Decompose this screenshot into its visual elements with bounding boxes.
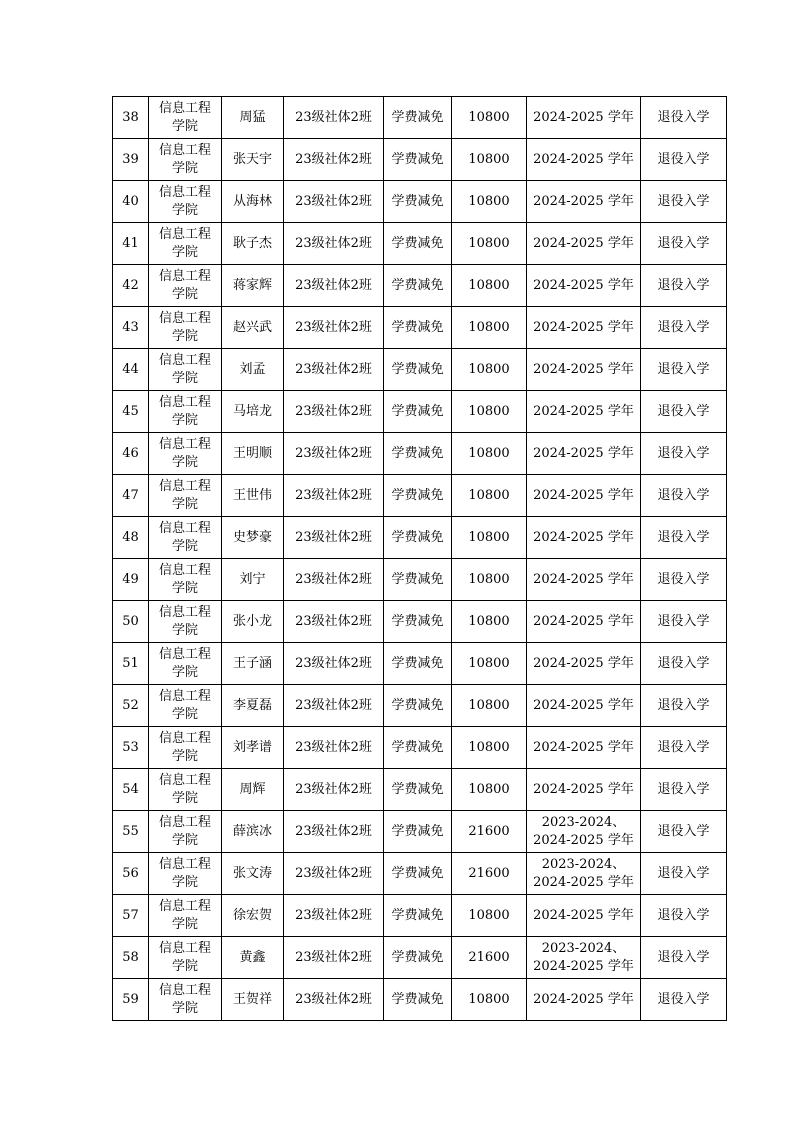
academic-year-cell — [527, 895, 641, 937]
row-number-cell: 42 — [113, 265, 149, 307]
academic-year-cell-line: 2024-2025 学年 — [533, 529, 634, 545]
class-cell: 23级社体2班 — [284, 937, 384, 979]
academic-year-cell-line: 2024-2025 学年 — [533, 361, 634, 377]
reason-cell: 退役入学 — [641, 937, 727, 979]
academic-year-cell — [527, 433, 641, 475]
academic-year-cell-line: 2024-2025 学年 — [533, 109, 634, 125]
amount-cell: 10800 — [452, 895, 527, 937]
academic-year-cell — [527, 559, 641, 601]
college-cell — [149, 265, 222, 307]
class-cell: 23级社体2班 — [284, 979, 384, 1021]
academic-year-cell-line: 2024-2025 学年 — [533, 277, 634, 293]
row-number-cell: 46 — [113, 433, 149, 475]
amount-cell: 10800 — [452, 265, 527, 307]
row-number-cell: 43 — [113, 307, 149, 349]
college-cell — [149, 391, 222, 433]
college-cell-line: 学院 — [171, 160, 198, 176]
academic-year-cell — [527, 391, 641, 433]
row-number-cell: 53 — [113, 727, 149, 769]
student-name-cell: 史梦豪 — [222, 517, 284, 559]
college-cell-line: 学院 — [171, 790, 198, 806]
academic-year-cell-line: 2024-2025 学年 — [533, 403, 634, 419]
reason-cell: 退役入学 — [641, 601, 727, 643]
row-number-cell: 58 — [113, 937, 149, 979]
table-row — [113, 685, 727, 727]
reason-cell: 退役入学 — [641, 685, 727, 727]
amount-cell: 10800 — [452, 475, 527, 517]
college-cell — [149, 223, 222, 265]
student-name-cell: 黄鑫 — [222, 937, 284, 979]
amount-cell: 10800 — [452, 559, 527, 601]
aid-type-cell: 学费减免 — [384, 265, 452, 307]
amount-cell: 10800 — [452, 349, 527, 391]
row-number-cell: 49 — [113, 559, 149, 601]
table-row — [113, 307, 727, 349]
reason-cell: 退役入学 — [641, 265, 727, 307]
student-name-cell: 王贺祥 — [222, 979, 284, 1021]
aid-type-cell: 学费减免 — [384, 97, 452, 139]
academic-year-cell — [527, 853, 641, 895]
amount-cell: 10800 — [452, 685, 527, 727]
table-row — [113, 727, 727, 769]
college-cell — [149, 601, 222, 643]
student-name-cell: 张文涛 — [222, 853, 284, 895]
row-number-cell: 59 — [113, 979, 149, 1021]
college-cell-line: 学院 — [171, 1000, 198, 1016]
college-cell — [149, 643, 222, 685]
college-cell-line: 信息工程 — [158, 940, 211, 956]
amount-cell: 10800 — [452, 97, 527, 139]
student-table — [112, 96, 727, 1021]
class-cell: 23级社体2班 — [284, 307, 384, 349]
student-name-cell: 刘孝谱 — [222, 727, 284, 769]
amount-cell: 10800 — [452, 181, 527, 223]
academic-year-cell — [527, 979, 641, 1021]
amount-cell: 10800 — [452, 223, 527, 265]
amount-cell: 21600 — [452, 853, 527, 895]
academic-year-cell — [527, 181, 641, 223]
academic-year-cell-line: 2024-2025 学年 — [533, 655, 634, 671]
academic-year-cell-line: 2024-2025 学年 — [533, 739, 634, 755]
table-row — [113, 811, 727, 853]
class-cell: 23级社体2班 — [284, 475, 384, 517]
academic-year-cell — [527, 727, 641, 769]
academic-year-cell-line: 2023-2024、 — [541, 856, 626, 872]
aid-type-cell: 学费减免 — [384, 769, 452, 811]
student-name-cell: 刘宁 — [222, 559, 284, 601]
college-cell-line: 信息工程 — [158, 352, 211, 368]
class-cell: 23级社体2班 — [284, 349, 384, 391]
college-cell-line: 信息工程 — [158, 856, 211, 872]
student-name-cell: 周猛 — [222, 97, 284, 139]
student-name-cell: 从海林 — [222, 181, 284, 223]
college-cell-line: 信息工程 — [158, 562, 211, 578]
college-cell — [149, 181, 222, 223]
college-cell-line: 信息工程 — [158, 982, 211, 998]
amount-cell: 10800 — [452, 643, 527, 685]
class-cell: 23级社体2班 — [284, 685, 384, 727]
college-cell — [149, 769, 222, 811]
class-cell: 23级社体2班 — [284, 727, 384, 769]
row-number-cell: 39 — [113, 139, 149, 181]
college-cell-line: 信息工程 — [158, 772, 211, 788]
college-cell-line: 信息工程 — [158, 310, 211, 326]
class-cell: 23级社体2班 — [284, 643, 384, 685]
academic-year-cell-line: 2024-2025 学年 — [533, 571, 634, 587]
college-cell — [149, 433, 222, 475]
table-row — [113, 475, 727, 517]
amount-cell: 10800 — [452, 769, 527, 811]
aid-type-cell: 学费减免 — [384, 517, 452, 559]
college-cell — [149, 895, 222, 937]
reason-cell: 退役入学 — [641, 727, 727, 769]
college-cell-line: 信息工程 — [158, 268, 211, 284]
reason-cell: 退役入学 — [641, 559, 727, 601]
academic-year-cell — [527, 139, 641, 181]
student-name-cell: 耿子杰 — [222, 223, 284, 265]
class-cell: 23级社体2班 — [284, 853, 384, 895]
table-row — [113, 181, 727, 223]
college-cell-line: 学院 — [171, 916, 198, 932]
row-number-cell: 44 — [113, 349, 149, 391]
reason-cell: 退役入学 — [641, 853, 727, 895]
row-number-cell: 52 — [113, 685, 149, 727]
college-cell-line: 信息工程 — [158, 478, 211, 494]
row-number-cell: 56 — [113, 853, 149, 895]
aid-type-cell: 学费减免 — [384, 223, 452, 265]
college-cell-line: 学院 — [171, 538, 198, 554]
class-cell: 23级社体2班 — [284, 391, 384, 433]
academic-year-cell — [527, 307, 641, 349]
class-cell: 23级社体2班 — [284, 433, 384, 475]
class-cell: 23级社体2班 — [284, 601, 384, 643]
college-cell-line: 学院 — [171, 748, 198, 764]
reason-cell: 退役入学 — [641, 307, 727, 349]
student-name-cell: 王世伟 — [222, 475, 284, 517]
amount-cell: 21600 — [452, 811, 527, 853]
college-cell — [149, 475, 222, 517]
academic-year-cell — [527, 937, 641, 979]
row-number-cell: 47 — [113, 475, 149, 517]
reason-cell: 退役入学 — [641, 475, 727, 517]
student-name-cell: 张天宇 — [222, 139, 284, 181]
aid-type-cell: 学费减免 — [384, 349, 452, 391]
class-cell: 23级社体2班 — [284, 265, 384, 307]
college-cell-line: 信息工程 — [158, 688, 211, 704]
reason-cell: 退役入学 — [641, 517, 727, 559]
college-cell — [149, 979, 222, 1021]
college-cell-line: 学院 — [171, 118, 198, 134]
academic-year-cell-line: 2024-2025 学年 — [533, 487, 634, 503]
academic-year-cell-line: 2024-2025 学年 — [533, 832, 634, 848]
table-row — [113, 559, 727, 601]
college-cell — [149, 97, 222, 139]
table-row — [113, 265, 727, 307]
academic-year-cell-line: 2024-2025 学年 — [533, 907, 634, 923]
table-row — [113, 769, 727, 811]
academic-year-cell — [527, 475, 641, 517]
reason-cell: 退役入学 — [641, 433, 727, 475]
row-number-cell: 48 — [113, 517, 149, 559]
amount-cell: 10800 — [452, 391, 527, 433]
class-cell: 23级社体2班 — [284, 97, 384, 139]
college-cell-line: 学院 — [171, 706, 198, 722]
student-name-cell: 蒋家辉 — [222, 265, 284, 307]
college-cell-line: 信息工程 — [158, 604, 211, 620]
class-cell: 23级社体2班 — [284, 181, 384, 223]
aid-type-cell: 学费减免 — [384, 307, 452, 349]
table-row — [113, 223, 727, 265]
college-cell — [149, 727, 222, 769]
table-body — [113, 97, 727, 1021]
academic-year-cell-line: 2023-2024、 — [541, 814, 626, 830]
row-number-cell: 50 — [113, 601, 149, 643]
academic-year-cell — [527, 685, 641, 727]
reason-cell: 退役入学 — [641, 97, 727, 139]
reason-cell: 退役入学 — [641, 769, 727, 811]
row-number-cell: 51 — [113, 643, 149, 685]
student-name-cell: 徐宏贺 — [222, 895, 284, 937]
aid-type-cell: 学费减免 — [384, 475, 452, 517]
amount-cell: 10800 — [452, 727, 527, 769]
amount-cell: 10800 — [452, 139, 527, 181]
college-cell — [149, 139, 222, 181]
college-cell-line: 信息工程 — [158, 184, 211, 200]
amount-cell: 10800 — [452, 979, 527, 1021]
college-cell-line: 信息工程 — [158, 142, 211, 158]
academic-year-cell — [527, 769, 641, 811]
class-cell: 23级社体2班 — [284, 139, 384, 181]
college-cell-line: 信息工程 — [158, 730, 211, 746]
college-cell-line: 信息工程 — [158, 394, 211, 410]
aid-type-cell: 学费减免 — [384, 601, 452, 643]
college-cell — [149, 811, 222, 853]
student-name-cell: 王子涵 — [222, 643, 284, 685]
table-row — [113, 349, 727, 391]
row-number-cell: 57 — [113, 895, 149, 937]
college-cell-line: 信息工程 — [158, 226, 211, 242]
academic-year-cell-line: 2024-2025 学年 — [533, 235, 634, 251]
student-name-cell: 薛滨冰 — [222, 811, 284, 853]
student-name-cell: 刘孟 — [222, 349, 284, 391]
academic-year-cell-line: 2023-2024、 — [541, 940, 626, 956]
academic-year-cell — [527, 601, 641, 643]
row-number-cell: 55 — [113, 811, 149, 853]
student-name-cell: 张小龙 — [222, 601, 284, 643]
college-cell-line: 学院 — [171, 832, 198, 848]
aid-type-cell: 学费减免 — [384, 895, 452, 937]
table-row — [113, 517, 727, 559]
row-number-cell: 54 — [113, 769, 149, 811]
table-row — [113, 979, 727, 1021]
aid-type-cell: 学费减免 — [384, 559, 452, 601]
table-row — [113, 139, 727, 181]
college-cell-line: 信息工程 — [158, 646, 211, 662]
aid-type-cell: 学费减免 — [384, 139, 452, 181]
row-number-cell: 38 — [113, 97, 149, 139]
reason-cell: 退役入学 — [641, 223, 727, 265]
amount-cell: 10800 — [452, 307, 527, 349]
college-cell — [149, 517, 222, 559]
table-row — [113, 97, 727, 139]
table-row — [113, 433, 727, 475]
college-cell-line: 学院 — [171, 454, 198, 470]
amount-cell: 10800 — [452, 517, 527, 559]
college-cell-line: 信息工程 — [158, 436, 211, 452]
student-name-cell: 周辉 — [222, 769, 284, 811]
college-cell-line: 学院 — [171, 958, 198, 974]
college-cell-line: 学院 — [171, 580, 198, 596]
student-name-cell: 赵兴武 — [222, 307, 284, 349]
college-cell-line: 学院 — [171, 496, 198, 512]
college-cell — [149, 559, 222, 601]
table-row — [113, 391, 727, 433]
college-cell-line: 信息工程 — [158, 520, 211, 536]
reason-cell: 退役入学 — [641, 139, 727, 181]
academic-year-cell-line: 2024-2025 学年 — [533, 151, 634, 167]
row-number-cell: 45 — [113, 391, 149, 433]
academic-year-cell-line: 2024-2025 学年 — [533, 991, 634, 1007]
academic-year-cell-line: 2024-2025 学年 — [533, 958, 634, 974]
academic-year-cell — [527, 223, 641, 265]
class-cell: 23级社体2班 — [284, 517, 384, 559]
college-cell — [149, 349, 222, 391]
class-cell: 23级社体2班 — [284, 223, 384, 265]
academic-year-cell-line: 2024-2025 学年 — [533, 319, 634, 335]
aid-type-cell: 学费减免 — [384, 727, 452, 769]
college-cell-line: 学院 — [171, 370, 198, 386]
reason-cell: 退役入学 — [641, 811, 727, 853]
academic-year-cell — [527, 643, 641, 685]
college-cell-line: 信息工程 — [158, 814, 211, 830]
reason-cell: 退役入学 — [641, 895, 727, 937]
amount-cell: 21600 — [452, 937, 527, 979]
table-row — [113, 601, 727, 643]
class-cell: 23级社体2班 — [284, 811, 384, 853]
academic-year-cell-line: 2024-2025 学年 — [533, 697, 634, 713]
aid-type-cell: 学费减免 — [384, 391, 452, 433]
reason-cell: 退役入学 — [641, 391, 727, 433]
reason-cell: 退役入学 — [641, 181, 727, 223]
academic-year-cell-line: 2024-2025 学年 — [533, 193, 634, 209]
aid-type-cell: 学费减免 — [384, 979, 452, 1021]
college-cell-line: 学院 — [171, 286, 198, 302]
academic-year-cell-line: 2024-2025 学年 — [533, 445, 634, 461]
aid-type-cell: 学费减免 — [384, 937, 452, 979]
college-cell-line: 学院 — [171, 664, 198, 680]
reason-cell: 退役入学 — [641, 979, 727, 1021]
college-cell-line: 学院 — [171, 328, 198, 344]
table-row — [113, 853, 727, 895]
college-cell-line: 学院 — [171, 244, 198, 260]
academic-year-cell-line: 2024-2025 学年 — [533, 781, 634, 797]
reason-cell: 退役入学 — [641, 349, 727, 391]
college-cell — [149, 853, 222, 895]
aid-type-cell: 学费减免 — [384, 181, 452, 223]
academic-year-cell — [527, 517, 641, 559]
college-cell-line: 学院 — [171, 412, 198, 428]
college-cell-line: 学院 — [171, 622, 198, 638]
aid-type-cell: 学费减免 — [384, 811, 452, 853]
aid-type-cell: 学费减免 — [384, 853, 452, 895]
table-row — [113, 937, 727, 979]
academic-year-cell-line: 2024-2025 学年 — [533, 613, 634, 629]
college-cell — [149, 307, 222, 349]
aid-type-cell: 学费减免 — [384, 433, 452, 475]
row-number-cell: 40 — [113, 181, 149, 223]
student-name-cell: 李夏磊 — [222, 685, 284, 727]
academic-year-cell — [527, 265, 641, 307]
academic-year-cell-line: 2024-2025 学年 — [533, 874, 634, 890]
class-cell: 23级社体2班 — [284, 895, 384, 937]
college-cell-line: 信息工程 — [158, 898, 211, 914]
college-cell-line: 学院 — [171, 202, 198, 218]
aid-type-cell: 学费减免 — [384, 643, 452, 685]
college-cell — [149, 685, 222, 727]
class-cell: 23级社体2班 — [284, 559, 384, 601]
college-cell — [149, 937, 222, 979]
reason-cell: 退役入学 — [641, 643, 727, 685]
academic-year-cell — [527, 811, 641, 853]
amount-cell: 10800 — [452, 433, 527, 475]
class-cell: 23级社体2班 — [284, 769, 384, 811]
academic-year-cell — [527, 349, 641, 391]
table-row — [113, 895, 727, 937]
academic-year-cell — [527, 97, 641, 139]
row-number-cell: 41 — [113, 223, 149, 265]
table-row — [113, 643, 727, 685]
college-cell-line: 学院 — [171, 874, 198, 890]
college-cell-line: 信息工程 — [158, 100, 211, 116]
amount-cell: 10800 — [452, 601, 527, 643]
student-name-cell: 马培龙 — [222, 391, 284, 433]
student-name-cell: 王明顺 — [222, 433, 284, 475]
aid-type-cell: 学费减免 — [384, 685, 452, 727]
